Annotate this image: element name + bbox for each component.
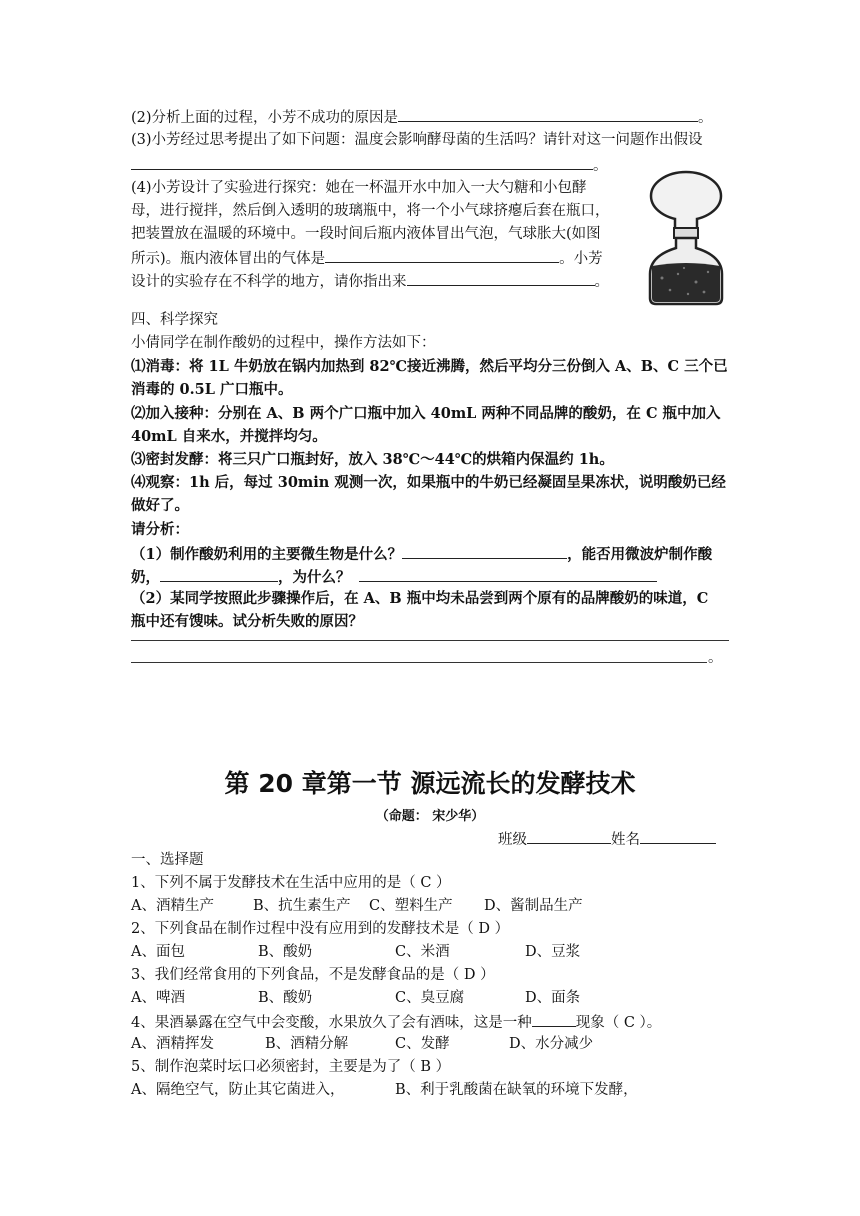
analysis-q1-line2 (131, 566, 657, 588)
analysis-q1-text2: ，能否用微波炉制作酸 (567, 546, 713, 563)
mc-q2-option-a[interactable]: A、面包 (131, 944, 185, 960)
mc-q3-option-c[interactable]: C、臭豆腐 (395, 990, 465, 1006)
q3-end: 。 (593, 158, 608, 174)
mc-q2-option-c[interactable]: C、米酒 (395, 944, 450, 960)
step4-line2: 做好了。 (131, 497, 189, 514)
reason-blank[interactable] (359, 566, 657, 582)
analysis-q2-line2: 瓶中还有馊味。试分析失败的原因？ (131, 613, 363, 630)
mc-q4-option-c[interactable]: C、发酵 (395, 1036, 450, 1052)
mc-q2-option-d[interactable]: D、豆浆 (525, 944, 581, 960)
mc-q5: 5、制作泡菜时坛口必须密封，主要是为了（ B ） (131, 1059, 451, 1075)
q2-blank[interactable] (398, 106, 698, 122)
mc-q4-blank[interactable] (532, 1011, 576, 1027)
bottle-balloon-figure (638, 170, 734, 308)
q3-blank[interactable] (131, 154, 593, 170)
q4-line4-text: 所示)。瓶内液体冒出的气体是 (131, 251, 326, 267)
mc-q4-option-b[interactable]: B、酒精分解 (265, 1036, 349, 1052)
microbe-blank[interactable] (402, 543, 567, 559)
q4-line3: 把装置放在温暖的环境中。一段时间后瓶内液体冒出气泡，气球胀大(如图 (131, 226, 601, 242)
q4-flaw-blank[interactable] (407, 270, 595, 286)
chapter-title: 第 20 章第一节 源远流长的发酵技术 (224, 769, 636, 798)
mc-q2: 2、下列食品在制作过程中没有应用到的发酵技术是（ D ） (131, 921, 510, 937)
q2-line (131, 106, 713, 128)
analysis-q1-text: （1）制作酸奶利用的主要微生物是什么？ (131, 546, 403, 563)
q4-line2: 母，进行搅拌，然后倒入透明的玻璃瓶中，将一个小气球挤瘪后套在瓶口， (131, 203, 610, 219)
q3-text: (3)小芳经过思考提出了如下问题：温度会影响酵母菌的生活吗？请针对这一问题作出假设 (131, 132, 703, 148)
mc-q1-option-b[interactable]: B、抗生素生产 (253, 898, 351, 914)
q2-end: 。 (698, 110, 713, 126)
step4-line1: ⑷观察：1h 后，每过 30min 观测一次，如果瓶中的牛奶已经凝固呈果冻状，说明酸奶已经 (131, 474, 726, 491)
analysis-q1-text4: ，为什么？ (278, 569, 351, 586)
mc-q4-text2: 现象（ C ）。 (575, 1015, 662, 1031)
mc-q3-option-b[interactable]: B、酸奶 (258, 990, 313, 1006)
microwave-blank[interactable] (160, 566, 278, 582)
analysis-q1-line1 (131, 543, 712, 565)
q4-line4-end: 。小芳 (559, 251, 603, 267)
mc-q3: 3、我们经常食用的下列食品，不是发酵食品的是（ D ） (131, 967, 495, 983)
q4-line4 (131, 247, 603, 269)
section-heading-choice: 一、选择题 (131, 852, 204, 868)
q4-line1: (4)小芳设计了实验进行探究：她在一杯温开水中加入一大勺糖和小包酵 (131, 180, 587, 196)
author-line: （命题： 宋少华） (375, 809, 485, 824)
q4-gas-blank[interactable] (325, 247, 559, 263)
failure-answer-line1[interactable] (131, 640, 729, 641)
mc-q5-option-a[interactable]: A、隔绝空气，防止其它菌进入， (131, 1082, 345, 1098)
mc-q1: 1、下列不属于发酵技术在生活中应用的是（ C ） (131, 875, 451, 891)
failure-answer-line2[interactable] (131, 662, 707, 663)
step2-line1: ⑵加入接种：分别在 A、B 两个广口瓶中加入 40mL 两种不同品牌的酸奶，在 C 瓶中加入 (131, 405, 721, 422)
step3-line: ⑶密封发酵：将三只广口瓶封好，放入 38℃～44℃的烘箱内保温约 1h。 (131, 451, 614, 468)
q2-text: (2)分析上面的过程，小芳不成功的原因是 (131, 110, 399, 126)
analyze-label: 请分析： (131, 521, 189, 538)
analysis-q1-text3: 奶， (131, 569, 160, 586)
inquiry-intro: 小倩同学在制作酸奶的过程中，操作方法如下： (131, 335, 436, 351)
step1-line2: 消毒的 0.5L 广口瓶中。 (131, 381, 293, 398)
q3-line (131, 130, 703, 150)
section-heading-inquiry: 四、科学探究 (131, 312, 218, 328)
mc-q4-option-a[interactable]: A、酒精挥发 (131, 1036, 214, 1052)
mc-q1-option-a[interactable]: A、酒精生产 (131, 898, 214, 914)
step2-line2: 40mL 自来水，并搅拌均匀。 (131, 428, 327, 445)
q4-line5 (131, 270, 609, 292)
mc-q2-option-b[interactable]: B、酸奶 (258, 944, 313, 960)
mc-q5-option-b[interactable]: B、利于乳酸菌在缺氧的环境下发酵， (395, 1082, 638, 1098)
name-label: 姓名 (611, 832, 640, 848)
q4-line5-text: 设计的实验存在不科学的地方，请你指出来 (131, 274, 407, 290)
mc-q1-option-c[interactable]: C、塑料生产 (369, 898, 453, 914)
mc-q1-option-d[interactable]: D、酱制品生产 (484, 898, 583, 914)
mc-q3-option-a[interactable]: A、啤酒 (131, 990, 185, 1006)
step1-line1: ⑴消毒：将 1L 牛奶放在锅内加热到 82℃接近沸腾，然后平均分三份倒入 A、B、C 三个已 (131, 358, 728, 375)
mc-q3-option-d[interactable]: D、面条 (525, 990, 581, 1006)
name-blank[interactable] (640, 828, 716, 844)
q3-answer-line (131, 154, 608, 176)
mc-q4 (131, 1011, 661, 1033)
q4-line5-end: 。 (594, 274, 609, 290)
class-label: 班级 (498, 832, 527, 848)
class-blank[interactable] (527, 828, 611, 844)
mc-q4-text: 4、果酒暴露在空气中会变酸，水果放久了会有酒味，这是一种 (131, 1015, 532, 1031)
analysis-q2-line1: （2）某同学按照此步骤操作后，在 A、B 瓶中均未品尝到两个原有的品牌酸奶的味道，C (131, 590, 709, 607)
class-name-line (498, 828, 716, 850)
failure-answer-end: 。 (708, 650, 723, 666)
mc-q4-option-d[interactable]: D、水分减少 (509, 1036, 594, 1052)
